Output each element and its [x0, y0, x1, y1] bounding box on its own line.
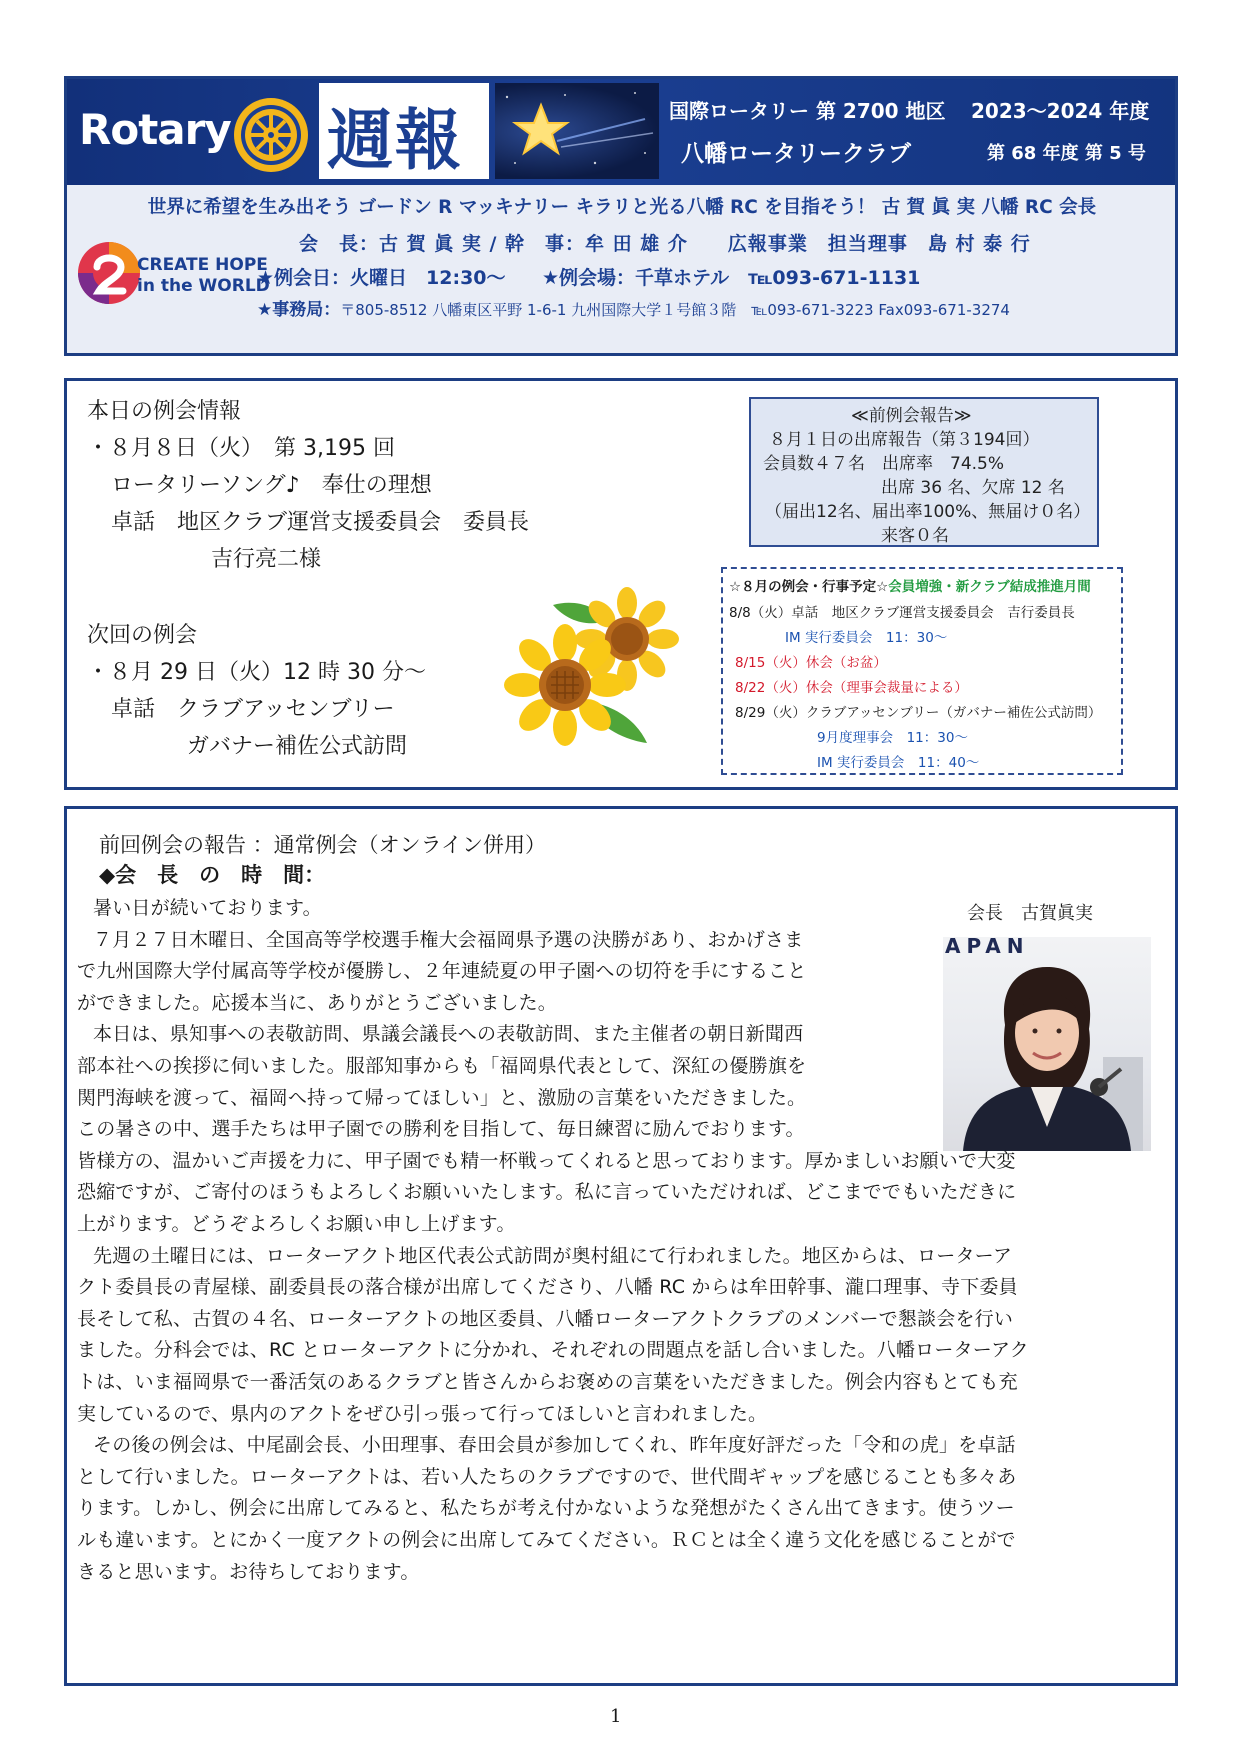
- message-line: 恐縮ですが、ご寄付のほうもよろしくお願いいたします。私に言っていただければ、どこまででもいただきに: [77, 1181, 1017, 1204]
- prev-report-line4: （届出12名、届出率100%、無届け０名）: [765, 502, 1091, 522]
- next-line2: 卓話 クラブアッセンブリー: [111, 697, 395, 722]
- schedule-line1: 8/8（火）卓話 地区クラブ運営支援委員会 吉行委員長: [729, 605, 1075, 621]
- report-heading: 前回例会の報告 ：通常例会（オンライン併用）: [99, 833, 547, 857]
- message-line: トは、いま福岡県で一番活気のあるクラブと皆さんからお褒めの言葉をいただきました。例会内容もとても充: [77, 1371, 1018, 1393]
- message-line: きると思います。お待ちしております。: [77, 1560, 420, 1583]
- schedule-title: [729, 575, 1091, 595]
- today-heading: 本日の例会情報: [87, 399, 242, 424]
- title-box: [319, 83, 489, 179]
- annual-theme: 世界に希望を生み出そう ゴードン R マッキナリー キラリと光る八幡 RC を目指そう！ 古 賀 眞 実 八幡 RC 会長: [147, 197, 1097, 218]
- sunflower-illustration-icon: [497, 581, 697, 761]
- rotary-year: 2023～2024 年度: [971, 99, 1150, 123]
- message-line: 本日は、県知事への表敬訪問、県議会議長への表敬訪問、また主催者の朝日新聞西: [93, 1023, 804, 1046]
- prev-report-line3: 出席 36 名、欠席 12 名: [881, 478, 1065, 498]
- message-line: 関門海峡を渡って、福岡へ持って帰ってほしい」と、激励の言葉をいただきました。: [77, 1086, 807, 1109]
- rotary-logo: [71, 83, 317, 179]
- today-line4: 吉行亮二様: [211, 547, 322, 572]
- office-label: ★事務局：: [257, 300, 341, 320]
- issue-number: 第 68 年度 第 5 号: [987, 143, 1146, 164]
- next-line1: ・８月 29 日（火）12 時 30 分～: [87, 660, 426, 685]
- message-line: 上がります。どうぞよろしくお願い申し上げます。: [77, 1213, 516, 1235]
- newsletter-header: [64, 76, 1178, 356]
- message-line: ました。分科会では、RC とローターアクトに分かれ、それぞれの問題点を話し合いました。八幡ローターアク: [77, 1339, 1029, 1362]
- message-line: クト委員長の青屋様、副委員長の落合様が出席してくださり、八幡 RC からは牟田幹事、瀧口理事、寺下委員: [77, 1276, 1018, 1299]
- message-line: 長そして私、古賀の４名、ローターアクトの地区委員、八幡ローターアクトクラブのメンバーで懇談会を行い: [77, 1307, 1014, 1330]
- rotary-wheel-icon: [231, 95, 311, 175]
- schedule-line3: 8/15（火）休会（お盆）: [735, 655, 887, 671]
- president-photo: [943, 937, 1151, 1151]
- message-line: ７月２７日木曜日、全国高等学校選手権大会福岡県予選の決勝があり、おかげさま: [93, 928, 804, 951]
- officers-line: 会 長：古 賀 眞 実 / 幹 事：牟 田 雄 介 広報事業 担当理事 島 村 泰 行: [299, 233, 1031, 255]
- schedule-line5: 8/29（火）クラブアッセンブリー（ガバナー補佐公式訪問）: [735, 705, 1102, 721]
- message-line: ができました。応援本当に、ありがとうございました。: [77, 991, 558, 1014]
- schedule-line4: 8/22（火）休会（理事会裁量による）: [735, 680, 968, 696]
- message-line: 実しているので、県内のアクトをぜひ引っ張って行ってほしいと言われました。: [77, 1402, 768, 1425]
- photo-caption: 会長 古賀眞実: [967, 903, 1093, 924]
- shooting-star-image: [495, 83, 659, 179]
- meeting-place: ★例会場：千草ホテル ℡093-671-1131: [542, 267, 921, 289]
- message-line: として行いました。ローターアクトは、若い人たちのクラブですので、世代間ギャップを感じることも多々あ: [77, 1465, 1017, 1488]
- district-label: 国際ロータリー 第 2700 地区: [669, 99, 946, 123]
- meeting-report-panel: [64, 806, 1178, 1686]
- photo-backdrop-text: APAN: [945, 937, 1030, 958]
- today-meeting-panel: [64, 378, 1178, 790]
- club-name: 八幡ロータリークラブ: [681, 141, 911, 167]
- today-line1: ・８月８日（火） 第 3,195 回: [87, 436, 395, 461]
- message-line: この暑さの中、選手たちは甲子園での勝利を目指して、毎日練習に励んでおります。: [77, 1118, 805, 1141]
- august-schedule-box: [721, 567, 1123, 775]
- previous-meeting-report-box: [749, 397, 1099, 547]
- prev-report-title: ≪前例会報告≫: [851, 406, 972, 426]
- message-line: ります。しかし、例会に出席してみると、私たちが考え付かないような発想がたくさん出てきます。使うツー: [77, 1497, 1015, 1520]
- page-number: 1: [610, 1706, 622, 1727]
- message-line: で九州国際大学付属高等学校が優勝し、２年連続夏の甲子園への切符を手にすること: [77, 960, 807, 983]
- prev-report-line1: ８月１日の出席報告（第３194回）: [769, 430, 1040, 450]
- rotary-wordmark: Rotary: [79, 105, 231, 154]
- office-text: 〒805-8512 八幡東区平野 1-6-1 九州国際大学１号館３階 ℡093-671-3223 Fax093-671-3274: [340, 301, 1010, 319]
- newsletter-title: 週報: [327, 101, 463, 179]
- create-hope-line2: in the WORLD: [137, 276, 270, 296]
- message-line: 皆様方の、温かいご声援を力に、甲子園でも精一杯戦ってくれると思っております。厚かましいお願いで大変: [77, 1149, 1016, 1172]
- prev-report-line2: 会員数４７名 出席率 74.5%: [763, 454, 1005, 474]
- schedule-line6: 9月度理事会 11：30～: [817, 730, 968, 746]
- header-banner: [67, 79, 1175, 185]
- message-line: ルも違います。とにかく一度アクトの例会に出席してみてください。ＲＣとは全く違う文化を感じることがで: [77, 1529, 1016, 1551]
- message-line: その後の例会は、中尾副会長、小田理事、春田会員が参加してくれ、昨年度好評だった「令和の虎」を卓話: [93, 1434, 1016, 1457]
- office-address: [257, 295, 1010, 320]
- message-line: 先週の土曜日には、ローターアクト地区代表公式訪問が奥村組にて行われました。地区からは、ローターア: [93, 1244, 1013, 1267]
- schedule-title-text: ☆８月の例会・行事予定☆: [729, 579, 889, 595]
- president-time-heading: ◆会 長 の 時 間：: [99, 863, 326, 887]
- today-line3: 卓話 地区クラブ運営支援委員会 委員長: [111, 510, 530, 535]
- meeting-day: ★例会日：火曜日 12:30～: [257, 267, 506, 289]
- next-line3: ガバナー補佐公式訪問: [187, 734, 408, 759]
- message-line: 部本社への挨拶に伺いました。服部知事からも「福岡県代表として、深紅の優勝旗を: [77, 1055, 807, 1077]
- today-line2: ロータリーソング♪ 奉仕の理想: [111, 473, 432, 498]
- message-line: 暑い日が続いております。: [93, 897, 322, 919]
- prev-report-line5: 来客０名: [881, 526, 949, 546]
- next-heading: 次回の例会: [87, 623, 198, 648]
- schedule-line2: IM 実行委員会 11：30～: [785, 630, 948, 646]
- create-hope-line1: CREATE HOPE: [137, 255, 268, 275]
- schedule-line7: IM 実行委員会 11：40～: [817, 755, 980, 771]
- schedule-title-note: 会員増強・新クラブ結成推進月間: [888, 579, 1091, 595]
